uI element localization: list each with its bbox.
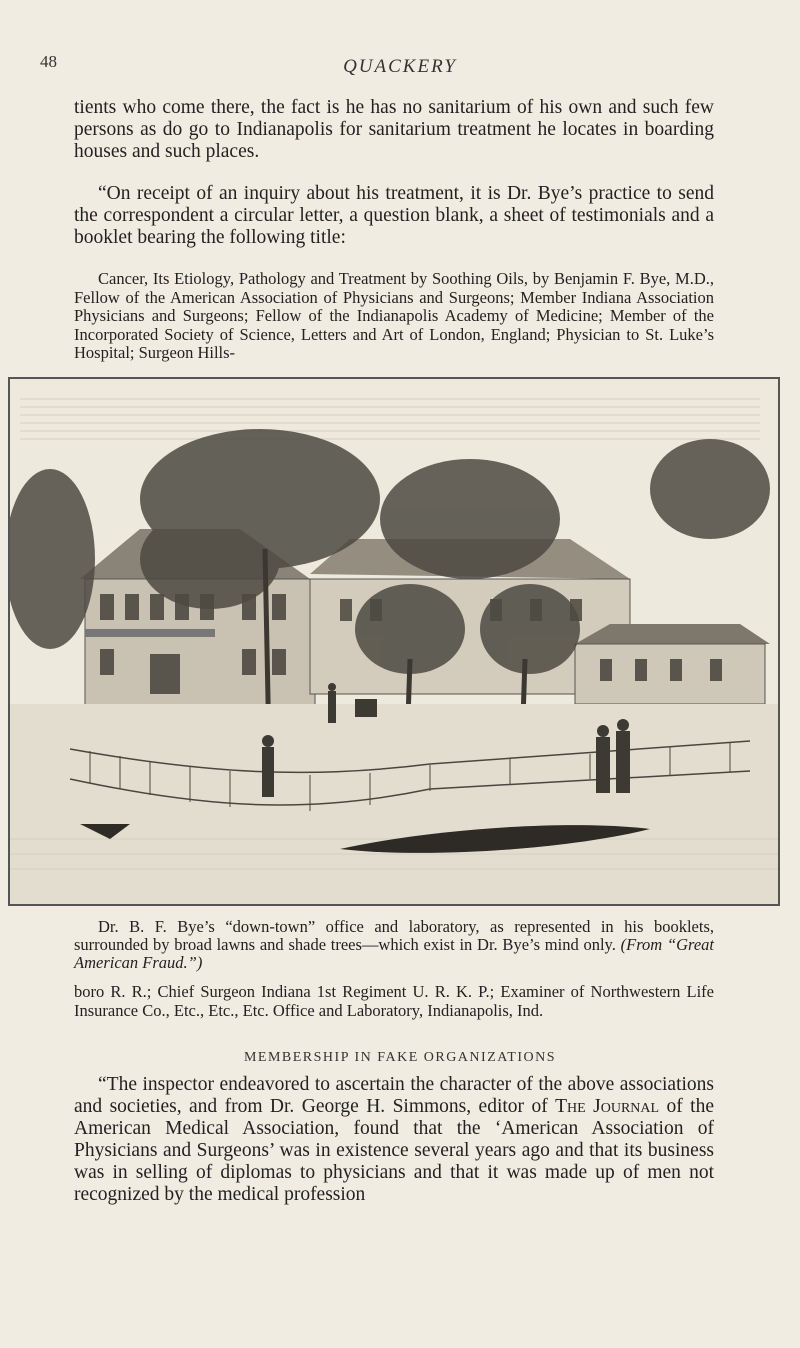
section-heading: MEMBERSHIP IN FAKE ORGANIZATIONS	[243, 1050, 557, 1065]
paragraph-inspector-part1: “The inspector endeavored to ascertain the character of the above associations and societies, and from Dr. George H. Simmons, editor of	[74, 1074, 714, 1117]
paragraph-inspector	[74, 1074, 714, 1206]
paragraph-inspector-part2: of the American Medical Association, found that the ‘American Association of Physicians and Surgeons’ was in existence several years ago and that its business was in selling of diplomas to physicians and that it was made up of men not recognized by the medical profession	[74, 1096, 714, 1205]
journal-title: The Journal	[555, 1096, 660, 1117]
figure-caption	[74, 918, 714, 972]
paragraph-continuation: tients who come there, the fact is he has no sanitarium of his own and such few persons as do go to Indianapolis for sanitarium treatment he locates in boarding houses and such places.	[74, 97, 714, 162]
building-illustration	[8, 377, 780, 906]
page-number: 48	[40, 52, 57, 71]
caption-text: Dr. B. F. Bye’s “down-town” office and laboratory, as represented in his booklets, surrounded by broad lawns and shade trees—which exist in Dr. Bye’s mind only.	[74, 917, 714, 954]
paragraph-inquiry: “On receipt of an inquiry about his treatment, it is Dr. Bye’s practice to send the correspondent a circular letter, a question blank, a sheet of testimonials and a booklet bearing the following title:	[74, 183, 714, 248]
engraving-drawing	[10, 379, 778, 904]
booklet-title-quote-continued: boro R. R.; Chief Surgeon Indiana 1st Regiment U. R. K. P.; Examiner of Northwestern Life Insurance Co., Etc., Etc., Etc. Office and Laboratory, Indianapolis, Ind.	[74, 982, 714, 1020]
right-building	[575, 624, 770, 704]
running-head: QUACKERY	[343, 56, 457, 77]
caption-credit: (From “Great American Fraud.”)	[74, 935, 714, 972]
booklet-title-quote: Cancer, Its Etiology, Pathology and Treatment by Soothing Oils, by Benjamin F. Bye, M.D., Fellow of the American Association of Physicians and Surgeons; Member Indiana Association Physicians and Surgeons; Fellow of the Indianapolis Academy of Medicine; Member of the Incorporated Society of Science, Letters and Art of London, England; Physician to St. Luke’s Hospital; Surgeon Hills-	[74, 269, 714, 362]
